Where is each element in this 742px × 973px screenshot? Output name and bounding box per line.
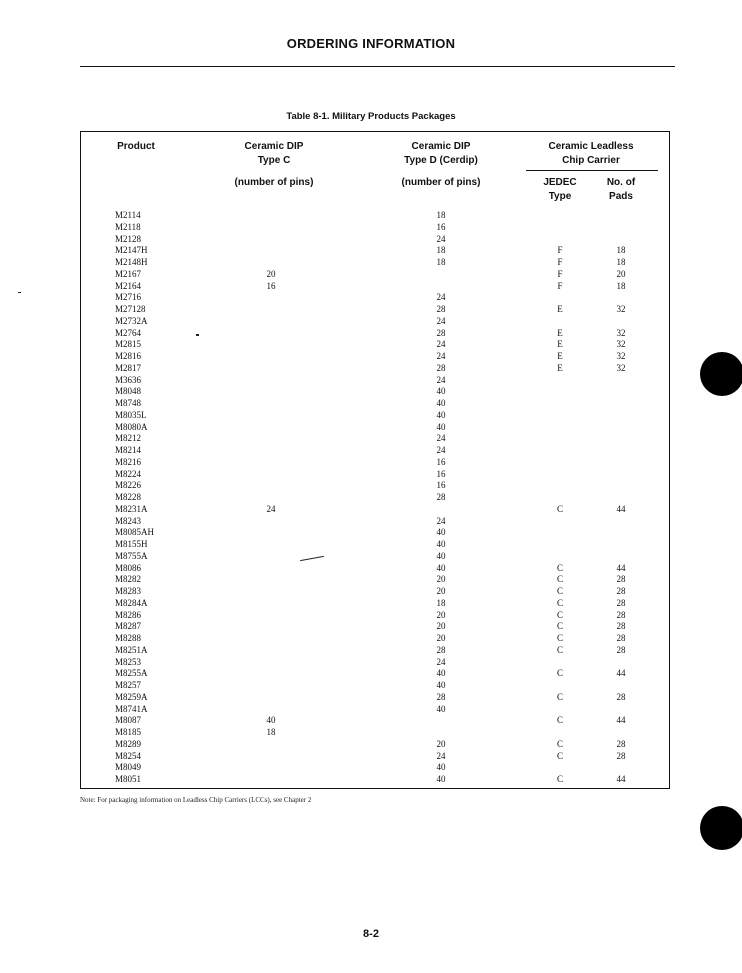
cell-dip-d: 18 <box>436 245 446 256</box>
table-row <box>81 692 669 704</box>
cell-pads: 18 <box>616 280 626 291</box>
header-dip-d-line1: Ceramic DIP <box>411 141 471 152</box>
cell-pads: 28 <box>616 644 626 655</box>
cell-dip-d: 16 <box>436 480 446 491</box>
cell-jedec: C <box>556 633 563 643</box>
cell-dip-d: 24 <box>436 656 446 667</box>
cell-jedec: C <box>556 574 563 585</box>
header-pads-line2: Pads <box>609 191 633 202</box>
cell-product: M8231A <box>115 503 148 514</box>
cell-product: M2732A <box>115 315 148 326</box>
cell-dip-d: 24 <box>436 339 446 350</box>
cell-product: M8289 <box>115 738 142 749</box>
table-row <box>81 222 669 234</box>
cell-dip-d: 16 <box>436 468 446 479</box>
cell-pads: 28 <box>616 633 626 643</box>
table-row <box>81 751 669 763</box>
cell-jedec: C <box>556 621 563 632</box>
cell-product: M2716 <box>115 292 142 303</box>
cell-product: M8741A <box>115 703 148 714</box>
binder-hole-bottom <box>700 806 742 850</box>
cell-jedec: E <box>557 362 563 373</box>
cell-jedec: C <box>556 609 563 620</box>
cell-dip-d: 20 <box>436 621 446 632</box>
cell-dip-d: 24 <box>436 374 446 385</box>
cell-pads: 28 <box>616 597 626 608</box>
cell-dip-d: 40 <box>436 550 446 561</box>
cell-dip-d: 40 <box>436 421 446 432</box>
cell-product: M2815 <box>115 339 142 350</box>
cell-dip-d: 20 <box>436 738 446 749</box>
cell-product: M8288 <box>115 633 142 643</box>
cell-dip-d: 24 <box>436 433 446 444</box>
cell-dip-c: 18 <box>266 727 276 737</box>
cell-product: M8755A <box>115 550 148 561</box>
header-jedec-line2: Type <box>548 191 572 202</box>
cell-product: M8251A <box>115 644 148 655</box>
table-row <box>81 516 669 528</box>
cell-dip-d: 40 <box>436 539 446 549</box>
page-number: 8-2 <box>363 928 379 940</box>
cell-product: M8224 <box>115 468 142 479</box>
table-row <box>81 621 669 633</box>
header-product: Product <box>117 141 155 152</box>
cell-dip-d: 24 <box>436 292 446 303</box>
cell-jedec: C <box>556 562 563 573</box>
cell-product: M8212 <box>115 433 142 444</box>
cell-dip-d: 16 <box>436 456 446 467</box>
cell-pads: 32 <box>616 339 626 350</box>
cell-dip-c: 20 <box>266 268 276 279</box>
header-dip-c-line2: Type C <box>257 155 291 166</box>
cell-product: M2148H <box>115 257 148 267</box>
cell-jedec: F <box>557 268 563 279</box>
cell-product: M8087 <box>115 715 142 726</box>
cell-dip-d: 24 <box>436 233 446 244</box>
cell-dip-d: 20 <box>436 574 446 585</box>
cell-product: M8255A <box>115 668 148 679</box>
cell-dip-d: 24 <box>436 515 446 526</box>
header-pads-line1: No. of <box>606 177 636 188</box>
cell-pads: 32 <box>616 351 626 361</box>
cell-product: M8253 <box>115 656 142 667</box>
cell-dip-d: 18 <box>436 597 446 608</box>
table-row <box>81 363 669 375</box>
cell-pads: 44 <box>616 715 626 726</box>
cell-product: M8259A <box>115 691 148 702</box>
table-row <box>81 457 669 469</box>
cell-product: M8254 <box>115 750 142 761</box>
table-row <box>81 316 669 328</box>
cell-dip-d: 20 <box>436 586 446 596</box>
cell-pads: 28 <box>616 750 626 761</box>
cell-pads: 28 <box>616 609 626 620</box>
cell-product: M8257 <box>115 680 142 690</box>
cell-jedec: E <box>557 351 563 361</box>
cell-pads: 44 <box>616 562 626 573</box>
header-dip-c-sub: (number of pins) <box>234 177 314 188</box>
cell-dip-d: 28 <box>436 691 446 702</box>
cell-dip-d: 24 <box>436 750 446 761</box>
cell-product: M2147H <box>115 245 148 256</box>
cell-dip-d: 28 <box>436 327 446 338</box>
cell-jedec: F <box>557 257 563 267</box>
cell-pads: 44 <box>616 503 626 514</box>
table-row <box>81 657 669 669</box>
table-row <box>81 245 669 257</box>
cell-product: M2817 <box>115 362 142 373</box>
cell-product: M2164 <box>115 280 142 291</box>
table-row <box>81 257 669 269</box>
table-row <box>81 234 669 246</box>
cell-product: M8048 <box>115 386 142 397</box>
table-row <box>81 210 669 222</box>
table-row <box>81 398 669 410</box>
table-row <box>81 504 669 516</box>
cell-product: M8287 <box>115 621 142 632</box>
cell-jedec: C <box>556 644 563 655</box>
cell-product: M8748 <box>115 398 142 408</box>
cell-product: M8051 <box>115 774 142 784</box>
table-row <box>81 574 669 586</box>
table-row <box>81 351 669 363</box>
cell-dip-d: 28 <box>436 362 446 373</box>
table-row <box>81 704 669 716</box>
header-lcc-line1: Ceramic Leadless <box>548 141 634 152</box>
cell-dip-d: 16 <box>436 221 446 232</box>
header-rule <box>80 66 675 67</box>
table-row <box>81 339 669 351</box>
cell-dip-d: 18 <box>436 257 446 267</box>
header-dip-d-sub: (number of pins) <box>401 177 481 188</box>
cell-dip-d: 24 <box>436 445 446 455</box>
table-row <box>81 762 669 774</box>
cell-product: M8228 <box>115 492 142 502</box>
cell-dip-c: 40 <box>266 715 276 726</box>
lcc-header-rule <box>526 170 658 171</box>
cell-product: M8214 <box>115 445 142 455</box>
cell-product: M8286 <box>115 609 142 620</box>
table-row <box>81 668 669 680</box>
cell-jedec: C <box>556 586 563 596</box>
cell-dip-d: 18 <box>436 210 446 220</box>
table-row <box>81 422 669 434</box>
cell-dip-d: 40 <box>436 386 446 397</box>
scan-speck <box>18 292 21 293</box>
cell-jedec: C <box>556 691 563 702</box>
cell-product: M8155H <box>115 539 148 549</box>
table-title: Table 8-1. Military Products Packages <box>286 111 456 122</box>
cell-product: M8284A <box>115 597 148 608</box>
table-row <box>81 680 669 692</box>
table-row <box>81 527 669 539</box>
table-row <box>81 480 669 492</box>
cell-jedec: E <box>557 327 563 338</box>
table-row <box>81 610 669 622</box>
table-row <box>81 715 669 727</box>
cell-pads: 32 <box>616 327 626 338</box>
table-row <box>81 598 669 610</box>
cell-jedec: F <box>557 280 563 291</box>
cell-product: M2118 <box>115 221 141 232</box>
cell-dip-d: 40 <box>436 703 446 714</box>
table-row <box>81 727 669 739</box>
table-row <box>81 304 669 316</box>
cell-dip-d: 20 <box>436 609 446 620</box>
cell-product: M2764 <box>115 327 142 338</box>
cell-product: M2114 <box>115 210 141 220</box>
table-row <box>81 551 669 563</box>
cell-product: M2167 <box>115 268 142 279</box>
scan-speck <box>196 334 199 336</box>
page-header: ORDERING INFORMATION <box>286 36 456 51</box>
cell-jedec: C <box>556 715 563 726</box>
table-row <box>81 375 669 387</box>
cell-product: M8085AH <box>115 527 155 538</box>
table-row <box>81 492 669 504</box>
cell-dip-d: 40 <box>436 774 446 784</box>
cell-pads: 28 <box>616 621 626 632</box>
table-row <box>81 563 669 575</box>
cell-product: M8086 <box>115 562 142 573</box>
cell-product: M8049 <box>115 762 142 773</box>
binder-hole-top <box>700 352 742 396</box>
cell-jedec: C <box>556 668 563 679</box>
cell-dip-d: 28 <box>436 492 446 502</box>
cell-jedec: C <box>556 738 563 749</box>
packages-table <box>80 131 670 789</box>
cell-product: M8216 <box>115 456 142 467</box>
cell-dip-d: 40 <box>436 527 446 538</box>
table-row <box>81 539 669 551</box>
cell-jedec: E <box>557 339 563 350</box>
cell-pads: 32 <box>616 304 626 314</box>
cell-pads: 18 <box>616 245 626 256</box>
cell-dip-c: 16 <box>266 280 276 291</box>
header-lcc-line2: Chip Carrier <box>562 155 620 166</box>
cell-product: M8243 <box>115 515 142 526</box>
header-dip-d-line2: Type D (Cerdip) <box>404 155 478 166</box>
cell-dip-d: 40 <box>436 398 446 408</box>
cell-jedec: E <box>557 304 563 314</box>
cell-pads: 32 <box>616 362 626 373</box>
cell-pads: 28 <box>616 586 626 596</box>
cell-product: M8226 <box>115 480 142 491</box>
cell-product: M3636 <box>115 374 142 385</box>
cell-jedec: F <box>557 245 563 256</box>
table-footnote: Note: For packaging information on Leadless Chip Carriers (LCCs), see Chapter 2 <box>80 796 312 804</box>
cell-product: M8283 <box>115 586 142 596</box>
cell-product: M8185 <box>115 727 142 737</box>
cell-product: M8080A <box>115 421 148 432</box>
cell-pads: 28 <box>616 691 626 702</box>
table-row <box>81 739 669 751</box>
table-row <box>81 586 669 598</box>
cell-jedec: C <box>556 750 563 761</box>
table-row <box>81 445 669 457</box>
cell-pads: 18 <box>616 257 626 267</box>
cell-pads: 28 <box>616 574 626 585</box>
cell-dip-d: 20 <box>436 633 446 643</box>
cell-dip-d: 24 <box>436 315 446 326</box>
table-row <box>81 774 669 786</box>
cell-pads: 44 <box>616 774 626 784</box>
cell-dip-d: 40 <box>436 680 446 690</box>
table-row <box>81 433 669 445</box>
table-body <box>81 210 669 786</box>
cell-pads: 44 <box>616 668 626 679</box>
cell-dip-d: 28 <box>436 644 446 655</box>
cell-dip-d: 28 <box>436 304 446 314</box>
table-row <box>81 469 669 481</box>
cell-pads: 28 <box>616 738 626 749</box>
table-row <box>81 292 669 304</box>
cell-product: M27128 <box>115 304 146 314</box>
header-jedec-line1: JEDEC <box>543 177 577 188</box>
table-row <box>81 386 669 398</box>
table-row <box>81 328 669 340</box>
table-row <box>81 645 669 657</box>
cell-dip-d: 40 <box>436 409 446 420</box>
cell-dip-c: 24 <box>266 503 276 514</box>
cell-jedec: C <box>556 503 563 514</box>
table-row <box>81 410 669 422</box>
table-row <box>81 269 669 281</box>
table-row <box>81 281 669 293</box>
cell-dip-d: 40 <box>436 762 446 773</box>
cell-dip-d: 40 <box>436 562 446 573</box>
header-dip-c-line1: Ceramic DIP <box>244 141 304 152</box>
table-row <box>81 633 669 645</box>
cell-product: M2128 <box>115 233 142 244</box>
cell-product: M8282 <box>115 574 142 585</box>
cell-product: M8035L <box>115 409 147 420</box>
cell-dip-d: 40 <box>436 668 446 679</box>
cell-dip-d: 24 <box>436 351 446 361</box>
cell-jedec: C <box>556 774 563 784</box>
cell-product: M2816 <box>115 351 142 361</box>
cell-pads: 20 <box>616 268 626 279</box>
cell-jedec: C <box>556 597 563 608</box>
